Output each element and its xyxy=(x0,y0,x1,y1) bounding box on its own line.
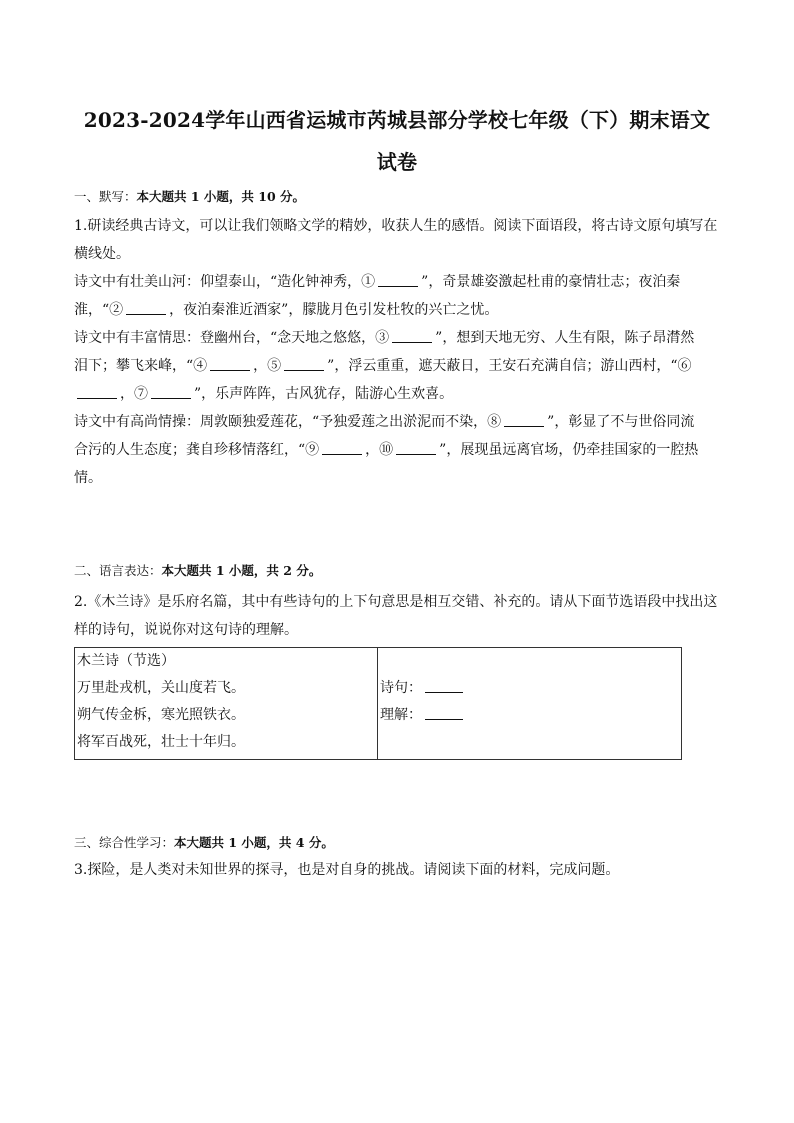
answer-blank-10[interactable] xyxy=(396,440,436,455)
section-prefix: 三、综合性学习： xyxy=(74,835,175,850)
answer-blank-7[interactable] xyxy=(151,384,191,399)
answer-blank-2[interactable] xyxy=(126,300,166,315)
answer-line-verse: 诗句： xyxy=(380,675,681,702)
answer-blank-meaning[interactable] xyxy=(425,705,463,720)
q1-para-2-line-1: 诗文中有丰富情思：登幽州台，“念天地之悠悠，③ ”，想到天地无穷、人生有限，陈子昂潸然 xyxy=(74,330,695,346)
q2-intro-line-2: 样的诗句，说说你对这句诗的理解。 xyxy=(74,622,298,638)
poem-answer-table xyxy=(74,647,682,760)
answer-blank-5[interactable] xyxy=(284,356,324,371)
section-heading-2 xyxy=(74,561,321,579)
answer-blank-8[interactable] xyxy=(504,412,544,427)
q1-para-3-line-3: 情。 xyxy=(74,470,102,486)
section-desc: 本大题共 1 小题，共 10 分。 xyxy=(136,189,306,204)
question-2 xyxy=(74,588,720,644)
q1-intro-line-1: 1.研读经典古诗文，可以让我们领略文学的精妙，收获人生的感悟。阅读下面语段，将古诗文原句填写在 xyxy=(74,218,718,234)
poem-line: 万里赴戎机，关山度若飞。 xyxy=(77,680,245,696)
q2-intro-line-1: 2.《木兰诗》是乐府名篇，其中有些诗句的上下句意思是相互交错、补充的。请从下面节选语段中找出这 xyxy=(74,594,718,610)
answer-blank-6[interactable] xyxy=(77,384,117,399)
answer-cell xyxy=(378,648,682,760)
question-1 xyxy=(74,212,720,492)
answer-blank-3[interactable] xyxy=(392,328,432,343)
poem-title: 木兰诗（节选） xyxy=(77,653,175,669)
q1-intro-line-2: 横线处。 xyxy=(74,246,130,262)
q1-para-3-line-1: 诗文中有高尚情操：周敦颐独爱莲花，“予独爱莲之出淤泥而不染，⑧ ”，彰显了不与世俗同流 xyxy=(74,414,695,430)
answer-blank-1[interactable] xyxy=(378,272,418,287)
q1-para-1-line-2: 淮，“② ，夜泊秦淮近酒家”，朦胧月色引发杜牧的兴亡之忧。 xyxy=(74,302,499,318)
q1-para-2-line-2: 泪下；攀飞来峰，“④ ，⑤ ”，浮云重重，遮天蔽日，王安石充满自信；游山西村，“⑥ xyxy=(74,358,692,374)
poem-line: 将军百战死，壮士十年归。 xyxy=(77,734,245,750)
section-heading-1 xyxy=(74,187,305,205)
q1-para-1-line-1: 诗文中有壮美山河：仰望泰山，“造化钟神秀，① ”，奇景雄姿激起杜甫的豪情壮志；夜泊秦 xyxy=(74,274,681,290)
q1-para-3-line-2: 合污的人生态度；龚自珍移情落红，“⑨ ，⑩ ”，展现虽远离官场，仍牵挂国家的一腔热 xyxy=(74,442,699,458)
q1-para-2-line-3: ，⑦ ”，乐声阵阵，古风犹存，陆游心生欢喜。 xyxy=(74,380,720,408)
answer-blank-4[interactable] xyxy=(210,356,250,371)
section-desc: 本大题共 1 小题，共 4 分。 xyxy=(174,835,334,850)
section-heading-3 xyxy=(74,833,334,851)
section-prefix: 一、默写： xyxy=(74,189,137,204)
page-title-line-1: 2023-2024学年山西省运城市芮城县部分学校七年级（下）期末语文 xyxy=(83,108,711,132)
poem-line: 朔气传金柝，寒光照铁衣。 xyxy=(77,707,245,723)
answer-blank-verse[interactable] xyxy=(425,678,463,693)
answer-blank-9[interactable] xyxy=(322,440,362,455)
answer-line-meaning: 理解： xyxy=(380,702,681,729)
page-title-line-2: 试卷 xyxy=(376,150,418,174)
question-3 xyxy=(74,856,720,884)
q3-intro: 3.探险，是人类对未知世界的探寻，也是对自身的挑战。请阅读下面的材料，完成问题。 xyxy=(74,862,620,878)
poem-excerpt-cell xyxy=(75,648,378,760)
section-desc: 本大题共 1 小题，共 2 分。 xyxy=(161,563,322,578)
section-prefix: 二、语言表达： xyxy=(74,563,162,578)
